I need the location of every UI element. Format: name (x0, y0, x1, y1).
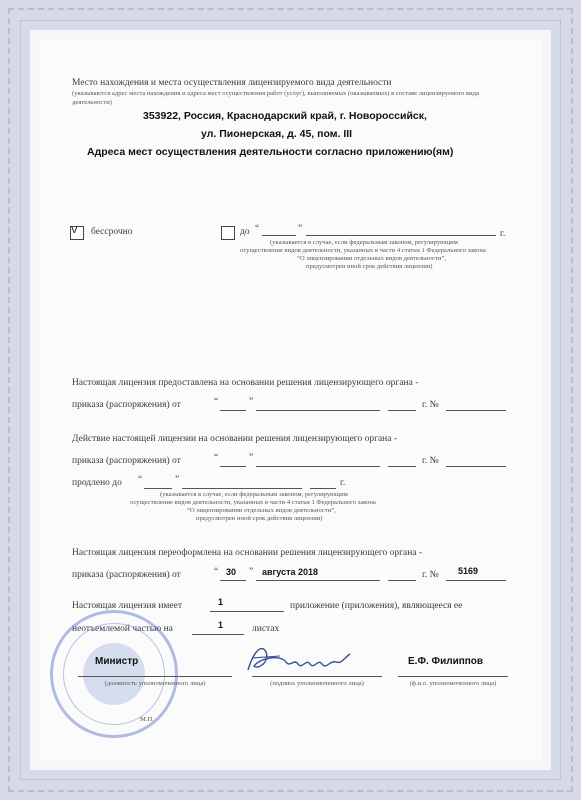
official-seal (50, 610, 178, 738)
address-line-1: 353922, Россия, Краснодарский край, г. Новороссийск, (143, 110, 427, 122)
term-note-3: “О лицензировании отдельных видов деятельности”, (297, 255, 446, 262)
term-note-4: предусмотрен иной срок действия лицензии) (306, 263, 433, 270)
position-caption: (должность уполномоченного лица) (104, 680, 206, 687)
reissue-number-field[interactable] (446, 580, 506, 581)
basis-day-field[interactable] (220, 410, 246, 411)
extension-note-1: (указывается в случае, если федеральным законом, регулирующим (160, 491, 348, 498)
extension-order-label: приказа (распоряжения) от (72, 456, 181, 466)
extension-number-sign: г. № (422, 456, 439, 466)
reissue-day-field[interactable] (220, 580, 246, 581)
name-line (398, 676, 508, 677)
location-heading: Место нахождения и места осуществления лицензируемого вида деятельности (72, 78, 392, 88)
name-caption: (ф.и.о. уполномоченного лица) (409, 680, 497, 687)
indefinite-label: бессрочно (91, 227, 133, 237)
appendix-count: 1 (218, 597, 224, 607)
stamp-place-label: М.П. (140, 716, 154, 723)
reissue-order-label: приказа (распоряжения) от (72, 570, 181, 580)
basis-number-sign: г. № (422, 400, 439, 410)
term-note-2: осуществление видов деятельности, указанных в части 4 статьи 1 Федерального закона (240, 247, 486, 254)
extended-year-suffix: г. (340, 478, 346, 488)
signature-caption: (подпись уполномоченного лица) (270, 680, 364, 687)
until-checkbox[interactable] (221, 226, 235, 240)
address-line-2: ул. Пионерская, д. 45, пом. III (201, 128, 353, 140)
extended-day-field[interactable] (144, 488, 172, 489)
appendix-label: приложение (приложения), являющееся ее (290, 601, 463, 611)
checkbox-mark: V (71, 225, 78, 236)
extended-until-label: продлено до (72, 478, 122, 488)
reissue-line: Настоящая лицензия переоформлена на основании решения лицензирующего органа - (72, 548, 423, 558)
appendix-count-field[interactable] (210, 611, 284, 612)
extended-year-field[interactable] (310, 488, 336, 489)
reissue-month-year: августа 2018 (262, 567, 319, 577)
basis-month-field[interactable] (256, 410, 380, 411)
extension-year-field[interactable] (388, 466, 416, 467)
reissue-day: 30 (226, 567, 237, 577)
reissue-year-field[interactable] (388, 580, 416, 581)
reissue-month-field[interactable] (256, 580, 380, 581)
reissue-number: 5169 (458, 566, 479, 576)
basis-year-field[interactable] (388, 410, 416, 411)
sheets-label: листах (252, 624, 280, 634)
term-note-1: (указывается в случае, если федеральным законом, регулирующим (270, 239, 458, 246)
extension-note-4: предусмотрен иной срок действия лицензии) (196, 515, 323, 522)
integral-part-label: неотъемлемой частью на (72, 624, 173, 634)
basis-order-label: приказа (распоряжения) от (72, 400, 181, 410)
extension-note-2: осуществление видов деятельности, указанных в части 4 статьи 1 Федерального закона (130, 499, 376, 506)
basis-line: Настоящая лицензия предоставлена на основании решения лицензирующего органа - (72, 378, 419, 388)
reissue-number-sign: г. № (422, 570, 439, 580)
position-line (78, 676, 232, 677)
term-year-suffix: г. (500, 229, 506, 239)
appendix-has-label: Настоящая лицензия имеет (72, 601, 183, 611)
location-note: (указываются адрес места нахождения и адреса мест осуществления работ (услуг), выполняемых (оказываемых) в составе лицензируемого вида деятельности) (72, 90, 479, 106)
extension-note-3: “О лицензировании отдельных видов деятельности”, (187, 507, 336, 514)
basis-number-field[interactable] (446, 410, 506, 411)
extension-month-field[interactable] (256, 466, 380, 467)
until-label: до (240, 227, 250, 237)
sheets-count: 1 (218, 620, 224, 630)
term-day-field[interactable] (262, 235, 296, 236)
extension-number-field[interactable] (446, 466, 506, 467)
sheets-field[interactable] (192, 634, 244, 635)
extension-day-field[interactable] (220, 466, 246, 467)
extended-month-field[interactable] (182, 488, 302, 489)
extension-line: Действие настоящей лицензии на основании решения лицензирующего органа - (72, 434, 398, 444)
signature-line (252, 676, 382, 677)
signatory-position: Министр (95, 656, 139, 667)
term-quote-open: “ (255, 224, 260, 234)
term-month-field[interactable] (306, 235, 496, 236)
address-line-3: Адреса мест осуществления деятельности согласно приложению(ям) (87, 146, 454, 158)
signatory-name: Е.Ф. Филиппов (408, 656, 484, 667)
term-quote-close: ” (298, 224, 303, 234)
